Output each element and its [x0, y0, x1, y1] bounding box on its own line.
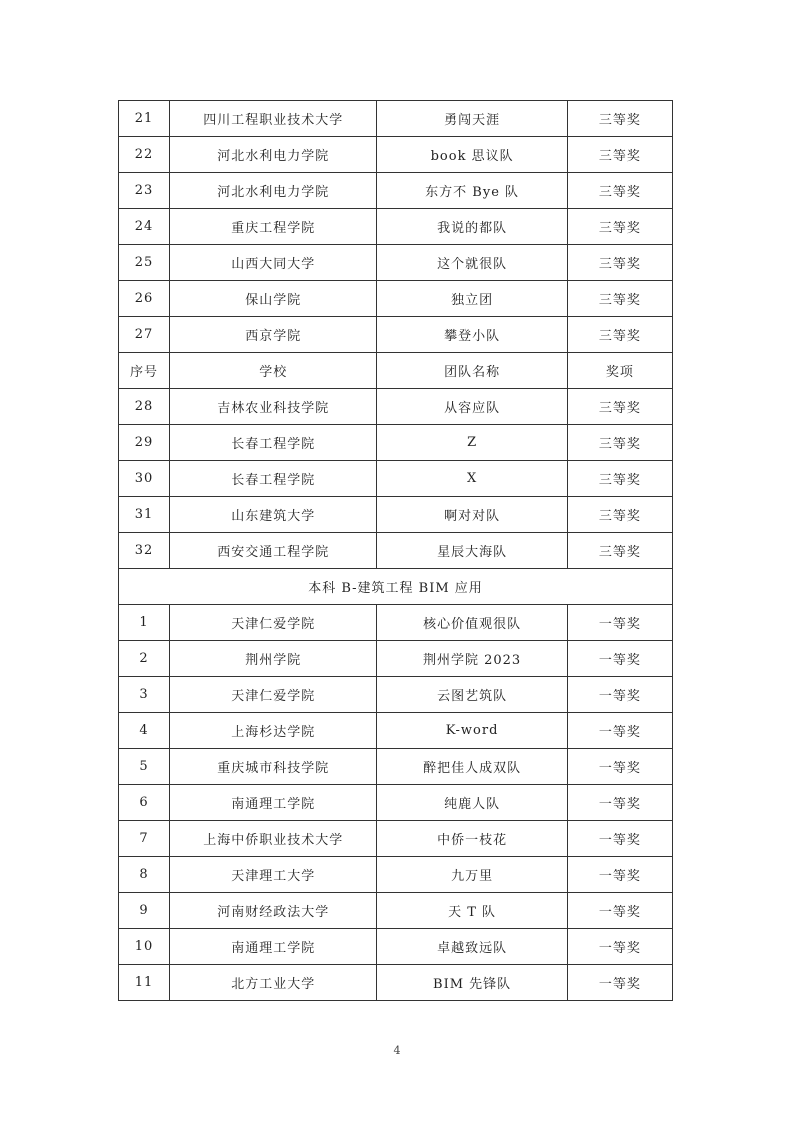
team-name-cell: 从容应队	[377, 389, 567, 425]
serial-number-cell: 25	[119, 245, 170, 281]
serial-number-cell: 32	[119, 533, 170, 569]
table-row	[119, 425, 673, 461]
serial-number-cell: 1	[119, 605, 170, 641]
team-name-cell: 云图艺筑队	[377, 677, 567, 713]
serial-number-cell: 26	[119, 281, 170, 317]
serial-number-cell: 21	[119, 101, 170, 137]
award-cell: 三等奖	[567, 533, 672, 569]
team-name-cell: 星辰大海队	[377, 533, 567, 569]
table-row	[119, 209, 673, 245]
award-cell: 三等奖	[567, 281, 672, 317]
award-cell: 一等奖	[567, 965, 672, 1001]
team-name-cell: 天 T 队	[377, 893, 567, 929]
award-cell: 三等奖	[567, 101, 672, 137]
award-cell: 一等奖	[567, 857, 672, 893]
school-cell: 河北水利电力学院	[170, 173, 377, 209]
school-cell: 重庆城市科技学院	[170, 749, 377, 785]
school-cell: 重庆工程学院	[170, 209, 377, 245]
serial-number-cell: 9	[119, 893, 170, 929]
table-row	[119, 929, 673, 965]
school-cell: 吉林农业科技学院	[170, 389, 377, 425]
school-cell: 西京学院	[170, 317, 377, 353]
table-row	[119, 497, 673, 533]
column-header-cell: 团队名称	[377, 353, 567, 389]
team-name-cell: 核心价值观很队	[377, 605, 567, 641]
table-row	[119, 857, 673, 893]
award-cell: 三等奖	[567, 173, 672, 209]
table-row	[119, 713, 673, 749]
school-cell: 山西大同大学	[170, 245, 377, 281]
team-name-cell: 醉把佳人成双队	[377, 749, 567, 785]
school-cell: 天津仁爱学院	[170, 677, 377, 713]
team-name-cell: K-word	[377, 713, 567, 749]
column-header-cell: 学校	[170, 353, 377, 389]
table-row	[119, 785, 673, 821]
table-row	[119, 101, 673, 137]
table-row	[119, 641, 673, 677]
school-cell: 长春工程学院	[170, 425, 377, 461]
school-cell: 天津仁爱学院	[170, 605, 377, 641]
team-name-cell: 我说的都队	[377, 209, 567, 245]
team-name-cell: 中侨一枝花	[377, 821, 567, 857]
award-cell: 一等奖	[567, 821, 672, 857]
school-cell: 上海中侨职业技术大学	[170, 821, 377, 857]
award-cell: 一等奖	[567, 893, 672, 929]
serial-number-cell: 4	[119, 713, 170, 749]
page-number: 4	[393, 1044, 401, 1057]
school-cell: 北方工业大学	[170, 965, 377, 1001]
table-row	[119, 821, 673, 857]
award-cell: 一等奖	[567, 749, 672, 785]
serial-number-cell: 24	[119, 209, 170, 245]
school-cell: 河南财经政法大学	[170, 893, 377, 929]
team-name-cell: 勇闯天涯	[377, 101, 567, 137]
serial-number-cell: 27	[119, 317, 170, 353]
school-cell: 山东建筑大学	[170, 497, 377, 533]
team-name-cell: 纯鹿人队	[377, 785, 567, 821]
school-cell: 天津理工大学	[170, 857, 377, 893]
team-name-cell: 荆州学院 2023	[377, 641, 567, 677]
table-row	[119, 245, 673, 281]
serial-number-cell: 7	[119, 821, 170, 857]
serial-number-cell: 8	[119, 857, 170, 893]
award-cell: 三等奖	[567, 425, 672, 461]
team-name-cell: book 思议队	[377, 137, 567, 173]
team-name-cell: Z	[377, 425, 567, 461]
table-row	[119, 137, 673, 173]
awards-table-body	[119, 101, 673, 1001]
award-cell: 三等奖	[567, 209, 672, 245]
team-name-cell: 这个就很队	[377, 245, 567, 281]
table-row	[119, 281, 673, 317]
team-name-cell: 九万里	[377, 857, 567, 893]
serial-number-cell: 30	[119, 461, 170, 497]
school-cell: 长春工程学院	[170, 461, 377, 497]
awards-table	[118, 100, 673, 1001]
serial-number-cell: 28	[119, 389, 170, 425]
award-cell: 一等奖	[567, 641, 672, 677]
serial-number-cell: 22	[119, 137, 170, 173]
section-heading-cell: 本科 B-建筑工程 BIM 应用	[119, 569, 673, 605]
serial-number-cell: 5	[119, 749, 170, 785]
award-cell: 一等奖	[567, 929, 672, 965]
school-cell: 上海杉达学院	[170, 713, 377, 749]
serial-number-cell: 6	[119, 785, 170, 821]
table-row	[119, 749, 673, 785]
school-cell: 西安交通工程学院	[170, 533, 377, 569]
award-cell: 三等奖	[567, 497, 672, 533]
team-name-cell: 攀登小队	[377, 317, 567, 353]
table-row	[119, 317, 673, 353]
team-name-cell: X	[377, 461, 567, 497]
school-cell: 四川工程职业技术大学	[170, 101, 377, 137]
table-row	[119, 893, 673, 929]
column-header-cell: 序号	[119, 353, 170, 389]
school-cell: 南通理工学院	[170, 785, 377, 821]
award-cell: 三等奖	[567, 245, 672, 281]
table-row	[119, 389, 673, 425]
section-heading-row	[119, 569, 673, 605]
serial-number-cell: 11	[119, 965, 170, 1001]
team-name-cell: 东方不 Bye 队	[377, 173, 567, 209]
serial-number-cell: 2	[119, 641, 170, 677]
award-cell: 三等奖	[567, 317, 672, 353]
table-row	[119, 677, 673, 713]
table-row	[119, 605, 673, 641]
school-cell: 保山学院	[170, 281, 377, 317]
table-row	[119, 533, 673, 569]
award-cell: 一等奖	[567, 677, 672, 713]
award-cell: 三等奖	[567, 389, 672, 425]
serial-number-cell: 31	[119, 497, 170, 533]
award-cell: 一等奖	[567, 713, 672, 749]
school-cell: 南通理工学院	[170, 929, 377, 965]
award-cell: 三等奖	[567, 137, 672, 173]
award-cell: 一等奖	[567, 605, 672, 641]
team-name-cell: 独立团	[377, 281, 567, 317]
column-header-row	[119, 353, 673, 389]
serial-number-cell: 23	[119, 173, 170, 209]
serial-number-cell: 29	[119, 425, 170, 461]
school-cell: 荆州学院	[170, 641, 377, 677]
table-row	[119, 461, 673, 497]
team-name-cell: BIM 先锋队	[377, 965, 567, 1001]
serial-number-cell: 10	[119, 929, 170, 965]
team-name-cell: 卓越致远队	[377, 929, 567, 965]
award-cell: 三等奖	[567, 461, 672, 497]
team-name-cell: 啊对对队	[377, 497, 567, 533]
serial-number-cell: 3	[119, 677, 170, 713]
column-header-cell: 奖项	[567, 353, 672, 389]
table-row	[119, 965, 673, 1001]
award-cell: 一等奖	[567, 785, 672, 821]
school-cell: 河北水利电力学院	[170, 137, 377, 173]
table-row	[119, 173, 673, 209]
